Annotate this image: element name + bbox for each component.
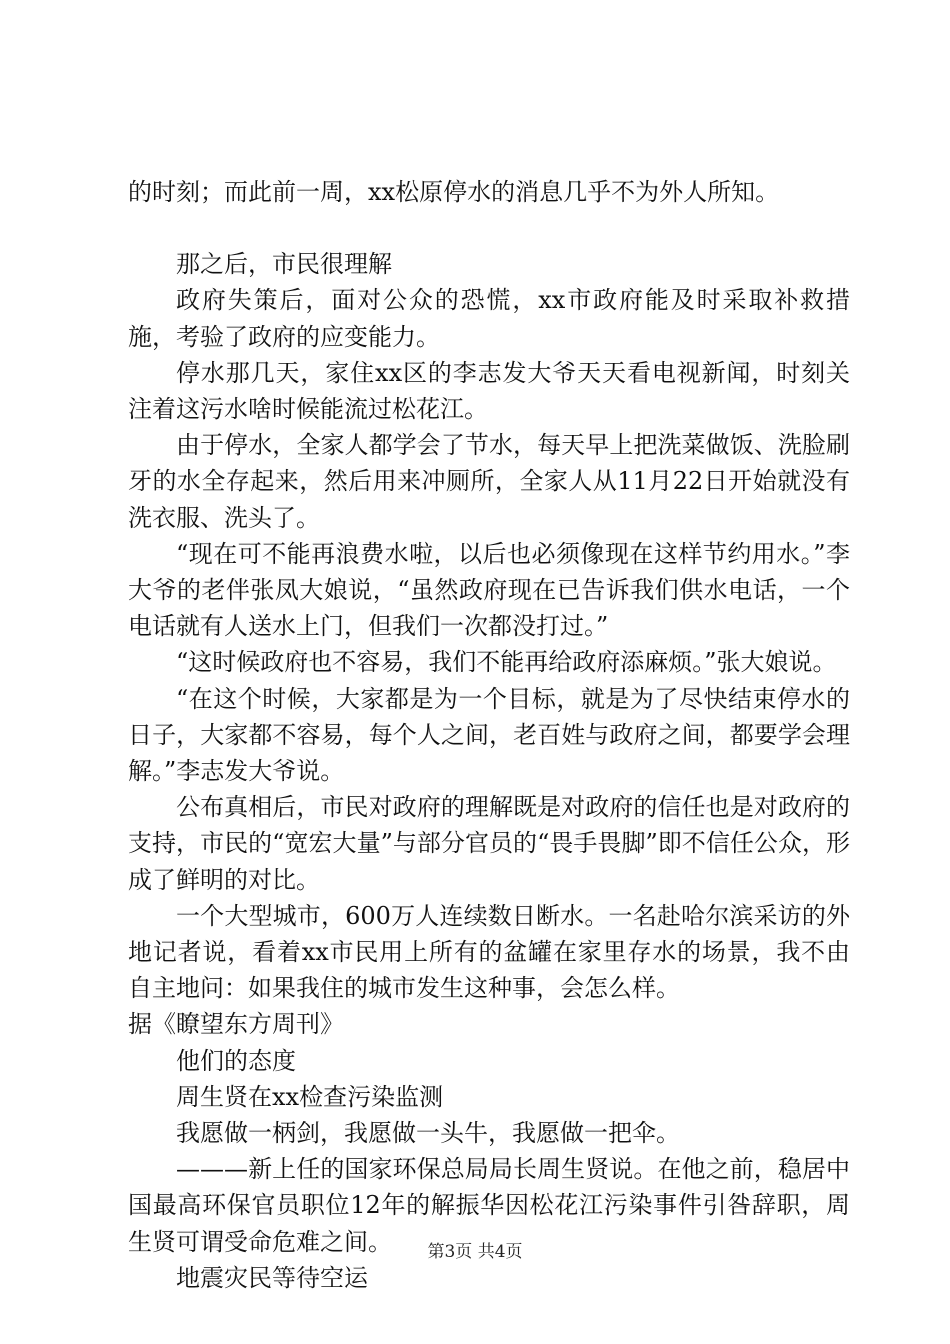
paragraph-spacer [128,210,850,246]
paragraph-3: 停水那几天，家住xx区的李志发大爷天天看电视新闻，时刻关注着这污水啥时候能流过松花江。 [128,358,850,424]
photo-caption-inspection: 周生贤在xx检查污染监测 [176,1082,444,1111]
paragraph-9: 一个大型城市，600万人连续数日断水。一名赴哈尔滨采访的外地记者说，看着xx市民用上所有的盆罐在家里存水的场景，我不由自主地问：如果我住的城市发生这种事，会怎么样。 [128,901,850,1003]
photo-caption-earthquake: 地震灾民等待空运 [176,1263,368,1292]
paragraph-10: ———新上任的国家环保总局局长周生贤说。在他之前，稳居中国最高环保官员职位12年的解振华因松花江污染事件引咎辞职，周生贤可谓受命危难之间。 [128,1155,850,1256]
paragraph-4: 由于停水，全家人都学会了节水，每天早上把洗菜做饭、洗脸刷牙的水全存起来，然后用来冲厕所，全家人从11月22日开始就没有洗衣服、洗头了。 [128,431,850,532]
document-body [128,174,850,1296]
paragraph-2: 政府失策后，面对公众的恐慌，xx市政府能及时采取补救措施，考验了政府的应变能力。 [128,286,850,351]
paragraph-7: “在这个时候，大家都是为一个目标，就是为了尽快结束停水的日子，大家都不容易，每个人之间，老百姓与政府之间，都要学会理解。”李志发大爷说。 [128,684,850,786]
section-heading-their-attitude: 他们的态度 [176,1046,296,1075]
source-citation: 据《瞭望东方周刊》 [128,1010,344,1039]
paragraph-8: 公布真相后，市民对政府的理解既是对政府的信任也是对政府的支持，市民的“宽宏大量”与部分官员的“畏手畏脚”即不信任公众，形成了鲜明的对比。 [128,793,850,894]
section-heading-citizens-understand: 那之后，市民很理解 [176,250,392,279]
quote-line: 我愿做一柄剑，我愿做一头牛，我愿做一把伞。 [176,1119,680,1148]
paragraph-1: 的时刻；而此前一周，xx松原停水的消息几乎不为外人所知。 [128,178,780,206]
paragraph-6: “这时候政府也不容易，我们不能再给政府添麻烦。”张大娘说。 [176,648,837,677]
page-footer: 第3页 共4页 [427,1242,523,1262]
paragraph-5: “现在可不能再浪费水啦，以后也必须像现在这样节约用水。”李大爷的老伴张凤大娘说，“虽然政府现在已告诉我们供水电话，一个电话就有人送水上门，但我们一次都没打过。” [128,539,850,641]
